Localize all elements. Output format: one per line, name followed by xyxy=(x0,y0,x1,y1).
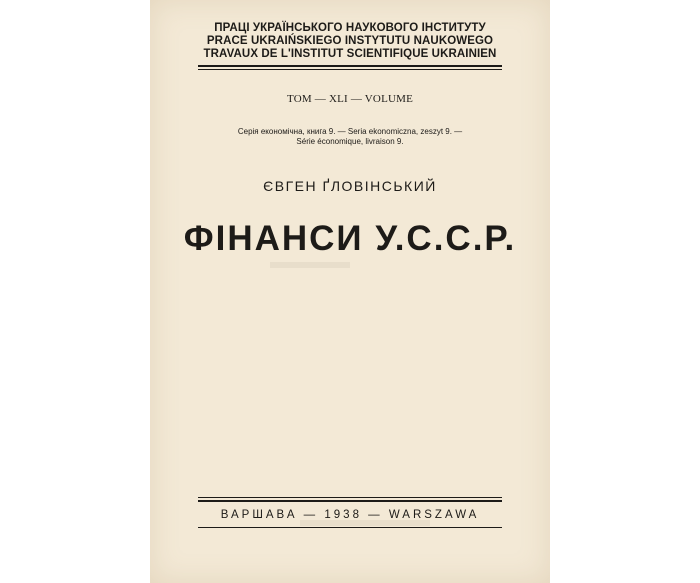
footer-rule-thin xyxy=(198,497,502,498)
sub-series xyxy=(190,127,510,147)
footer-rule-bottom xyxy=(198,527,502,528)
series-line-polish: PRACE UKRAIŃSKIEGO INSTYTUTU NAUKOWEGO xyxy=(206,35,494,47)
author-name: ЄВГЕН ҐЛОВІНСЬКИЙ xyxy=(263,178,437,194)
header-rule-thick xyxy=(198,65,502,67)
series-line-french: TRAVAUX DE L'INSTITUT SCIENTIFIQUE UKRAINIEN xyxy=(203,48,497,60)
series-line-ukrainian: ПРАЦІ УКРАЇНСЬКОГО НАУКОВОГО ІНСТИТУТУ xyxy=(214,22,486,34)
sub-series-line-2: Série économique, livraison 9. xyxy=(296,137,404,146)
title-page xyxy=(150,0,550,583)
header-rule-thin xyxy=(198,69,502,70)
volume-label: ТОМ — XLI — VOLUME xyxy=(286,93,414,105)
series-heading xyxy=(200,22,500,61)
footer-rule-thick xyxy=(198,500,502,502)
book-title: ФІНАНСИ У.С.С.Р. xyxy=(183,219,517,258)
imprint: ВАРШАВА — 1938 — WARSZAWA xyxy=(220,509,480,521)
show-through-mark xyxy=(270,262,350,268)
sub-series-line-1: Серія економічна, книга 9. — Seria ekonomiczna, zeszyt 9. — xyxy=(237,127,463,136)
